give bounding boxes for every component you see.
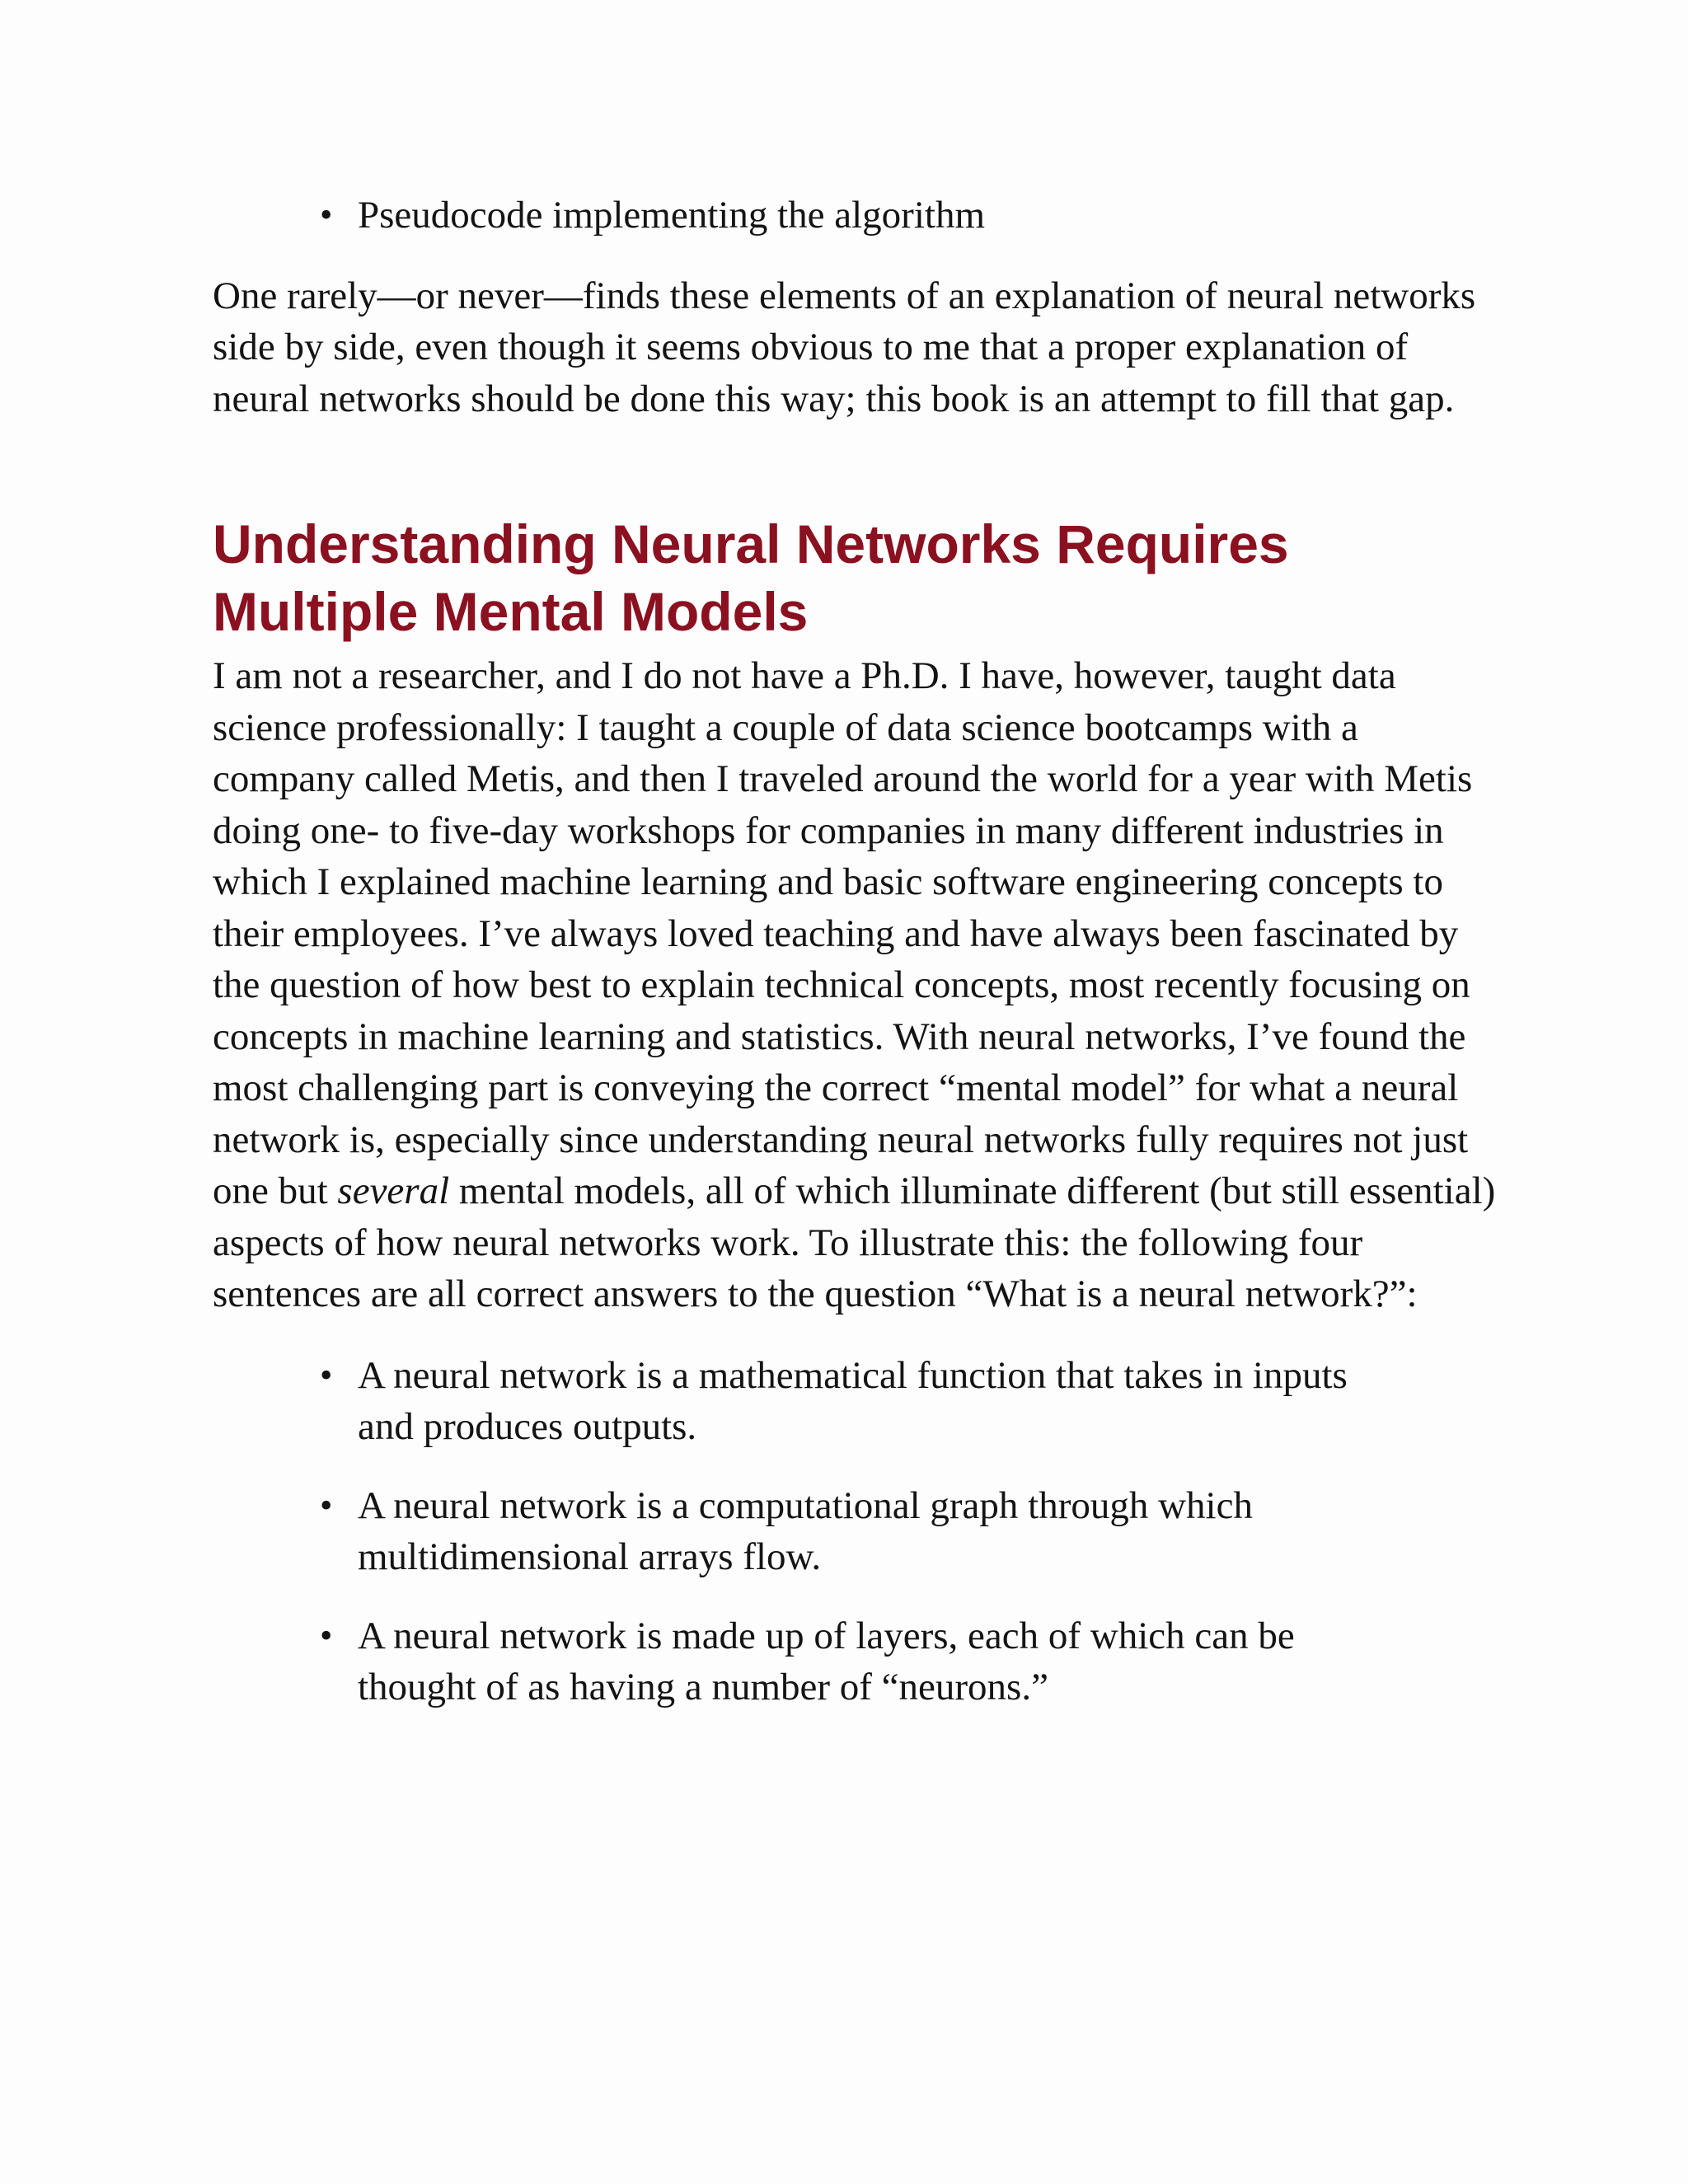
page-content (213, 190, 1498, 1741)
answers-list (213, 1350, 1498, 1713)
intro-paragraph: One rarely—or never—finds these elements of an explanation of neural networks side by side, even though it seems obvious to me that a proper explanation of neural networks should be done this way; this book is an attempt to fill that gap. (213, 274, 1476, 420)
bullet-icon: • (320, 194, 333, 235)
section-body-paragraph (213, 650, 1498, 1320)
list-item-text: Pseudocode implementing the algorithm (358, 194, 985, 237)
bullet-list-top (213, 190, 1498, 241)
body-text-part-2: mental models, all of which illuminate different (but still essential) aspects of how neural networks work. To illustrate this: the following four sentences are all correct answers to the question “What is a neural network?”: (213, 1169, 1496, 1315)
list-item (213, 1610, 1380, 1713)
body-text-part-1: I am not a researcher, and I do not have a Ph.D. I have, however, taught data science professionally: I taught a couple of data science bootcamps with a company called Metis, and then I traveled around the world for a year with Metis doing one- to five-day workshops for companies in many different industries in which I explained machine learning and basic software engineering concepts to their employees. I’ve always loved teaching and have always been fascinated by the question of how best to explain technical concepts, most recently focusing on concepts in machine learning and statistics. With neural networks, I’ve found the most challenging part is conveying the correct “mental model” for what a neural network is, especially since understanding neural networks fully requires not just one but (213, 654, 1473, 1212)
list-item (213, 190, 1528, 241)
list-item (213, 1350, 1380, 1453)
list-item-text: A neural network is a mathematical function that takes in inputs and produces outputs. (358, 1353, 1348, 1448)
bullet-icon: • (320, 1615, 333, 1656)
list-item-text: A neural network is made up of layers, each of which can be thought of as having a number of “neurons.” (358, 1614, 1295, 1708)
bullet-icon: • (320, 1484, 333, 1526)
bullet-icon: • (320, 1354, 333, 1395)
section-heading: Understanding Neural Networks Requires Multiple Mental Models (213, 513, 1289, 642)
list-item-text: A neural network is a computational graph through which multidimensional arrays flow. (358, 1483, 1253, 1578)
list-item (213, 1480, 1380, 1583)
body-text-italic: several (337, 1169, 450, 1212)
